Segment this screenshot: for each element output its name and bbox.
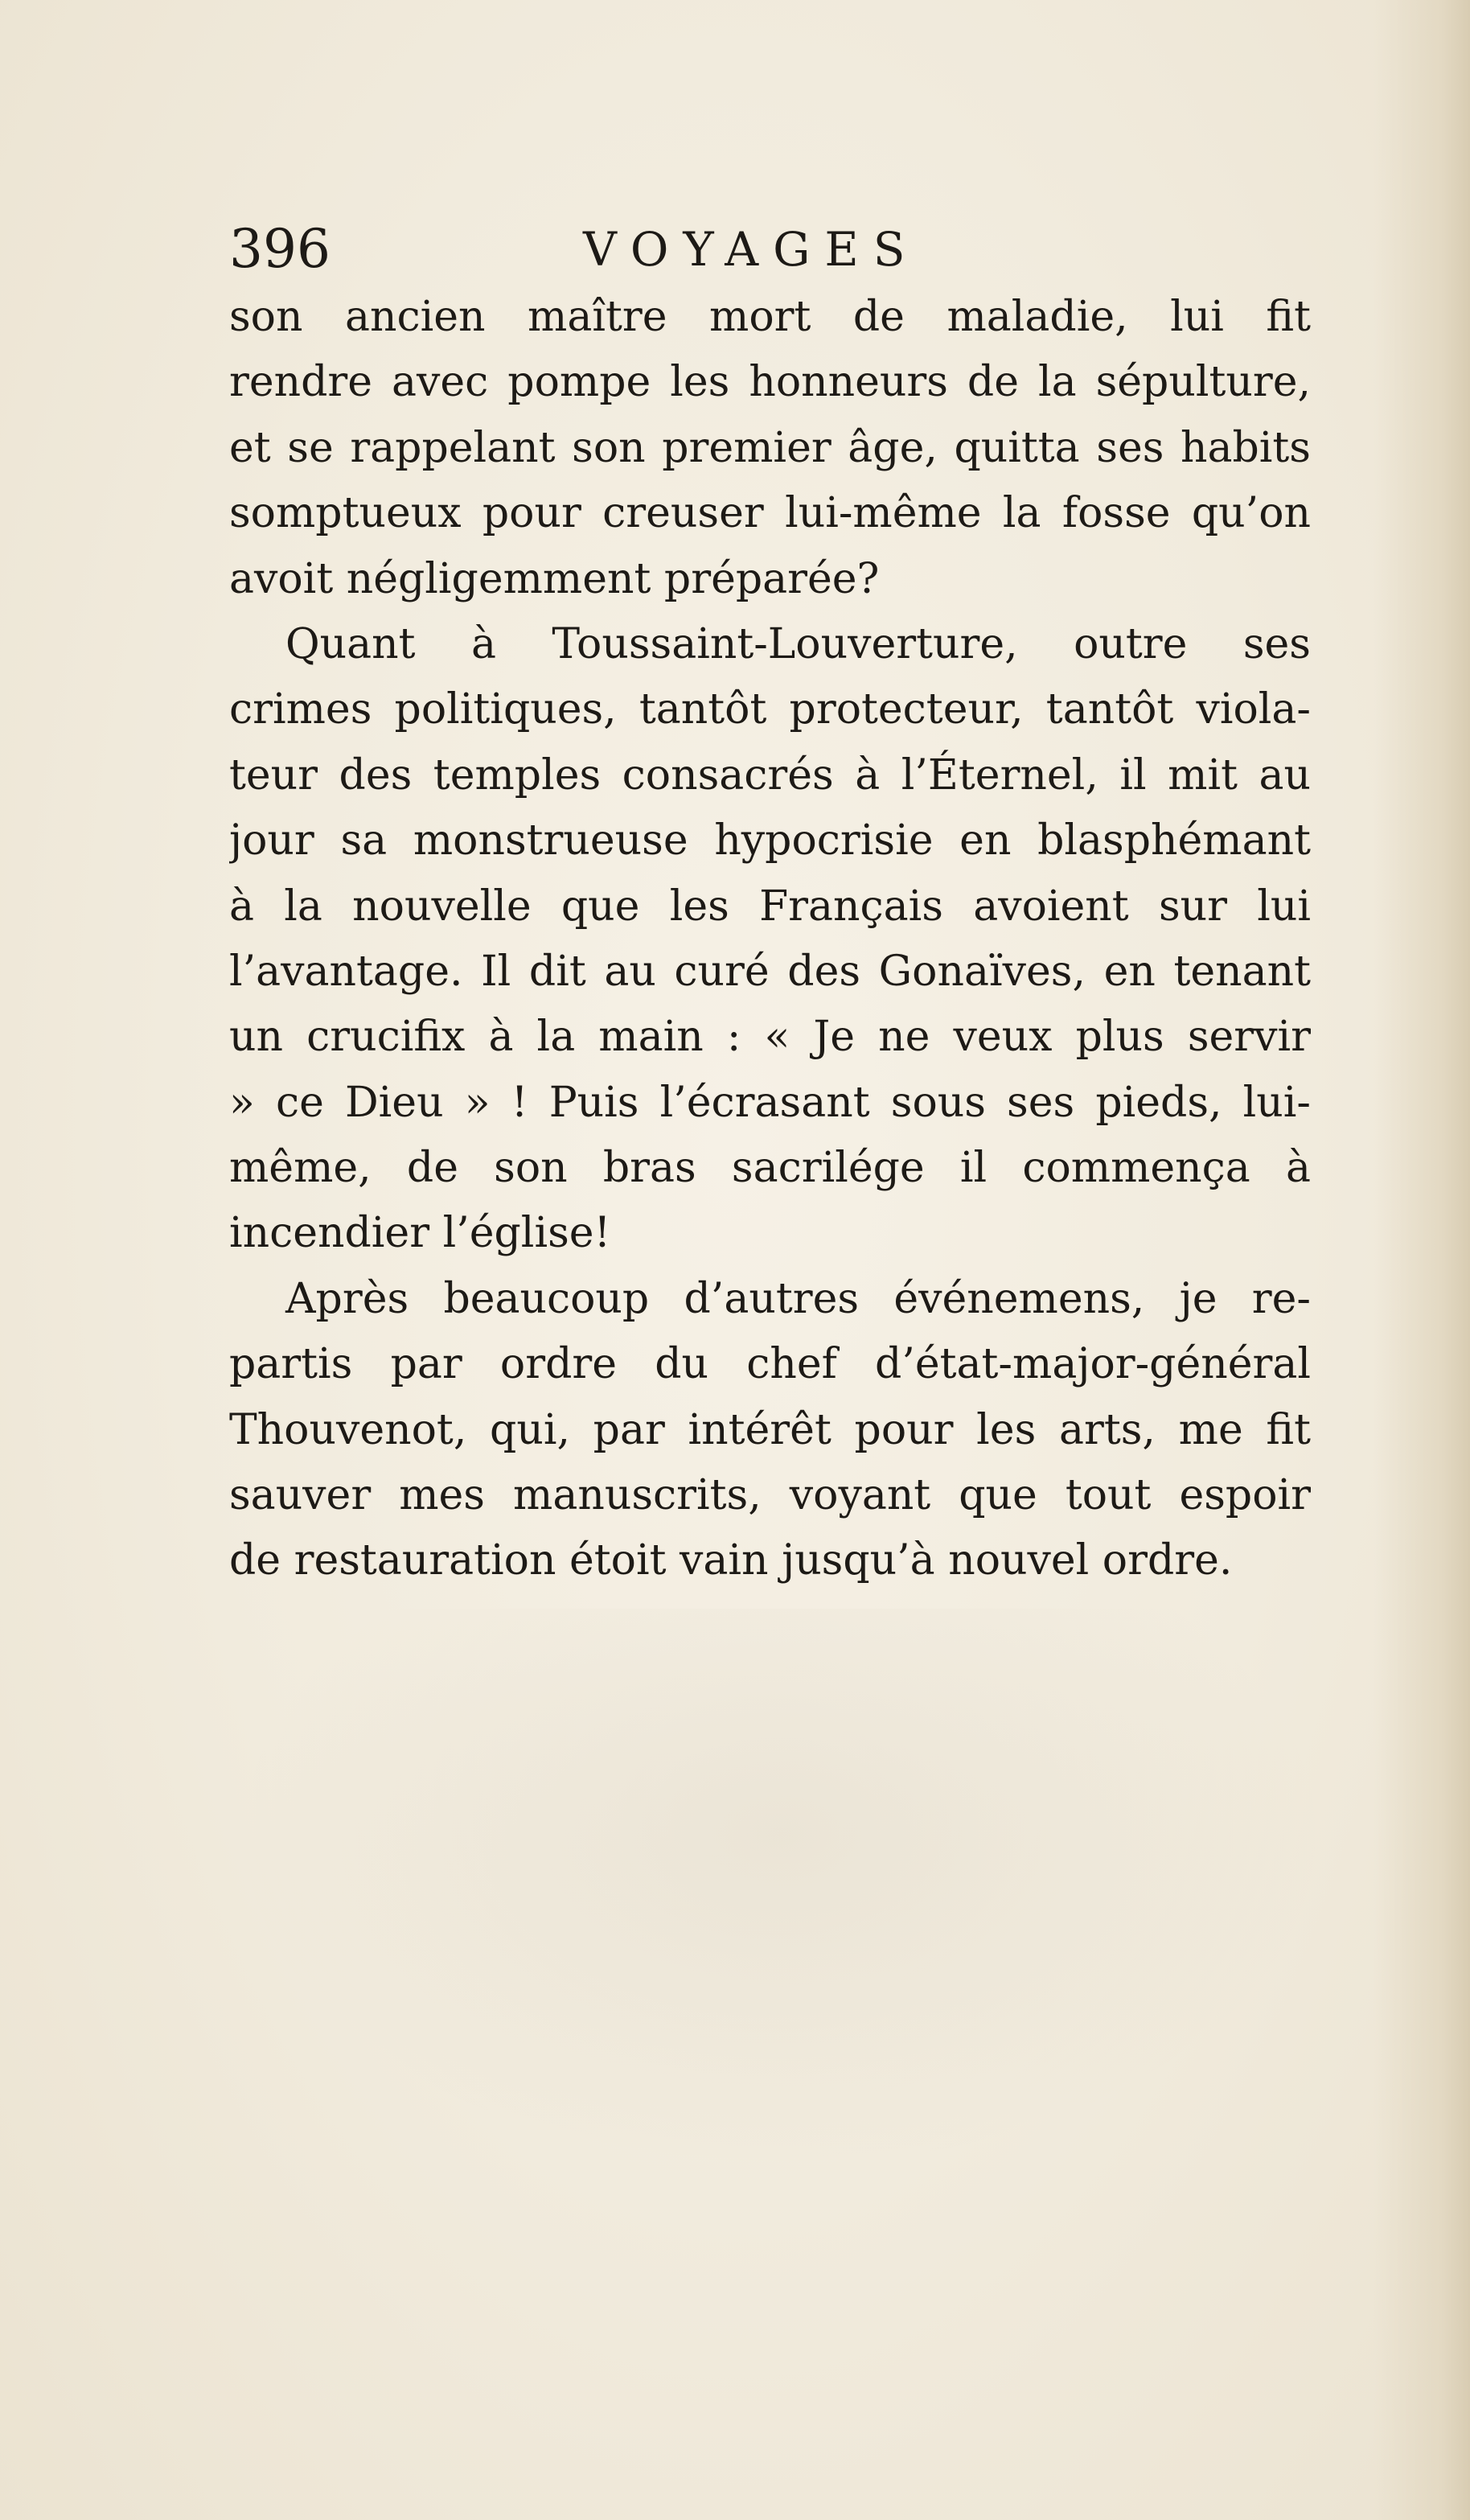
page-number: 396 <box>229 218 331 280</box>
page-gutter-shadow <box>1374 0 1470 2520</box>
text-line: Après beaucoup d’autres événemens, je re- <box>285 1274 1311 1323</box>
text-line: incendier l’église! <box>229 1209 611 1258</box>
text-line: même, de son bras sacrilége il commença à <box>229 1144 1311 1193</box>
show-through-area <box>233 1609 1327 2172</box>
running-head <box>229 217 1311 282</box>
text-line: partis par ordre du chef d’état-major-général <box>229 1340 1311 1389</box>
text-line: » ce Dieu » ! Puis l’écrasant sous ses pieds, lui- <box>229 1078 1311 1127</box>
text-line: à la nouvelle que les Français avoient sur lui <box>229 882 1311 931</box>
text-line: de restauration étoit vain jusqu’à nouvel ordre. <box>229 1536 1233 1585</box>
text-line: jour sa monstrueuse hypocrisie en blasphémant <box>229 816 1311 865</box>
text-line: Thouvenot, qui, par intérêt pour les arts, me fit <box>229 1405 1311 1454</box>
text-line: crimes politiques, tantôt protecteur, tantôt viola- <box>229 685 1311 734</box>
book-page <box>229 217 1311 1594</box>
text-line: son ancien maître mort de maladie, lui fit <box>229 293 1311 341</box>
text-line: rendre avec pompe les honneurs de la sépulture, <box>229 358 1311 407</box>
text-line: avoit négligemment préparée? <box>229 554 880 603</box>
text-line: et se rappelant son premier âge, quitta ses habits <box>229 423 1311 472</box>
text-line: teur des temples consacrés à l’Éternel, il mit au <box>229 750 1311 800</box>
text-line: Quant à Toussaint-Louverture, outre ses <box>285 619 1311 668</box>
text-line: l’avantage. Il dit au curé des Gonaïves, en tenant <box>229 947 1311 996</box>
text-line: sauver mes manuscrits, voyant que tout espoir <box>229 1471 1311 1520</box>
text-line: somptueux pour creuser lui-même la fosse qu’on <box>229 489 1311 538</box>
text-line: un crucifix à la main : « Je ne veux plus servir <box>229 1013 1311 1062</box>
body-text <box>229 285 1311 1594</box>
running-title: VOYAGES <box>583 222 920 277</box>
